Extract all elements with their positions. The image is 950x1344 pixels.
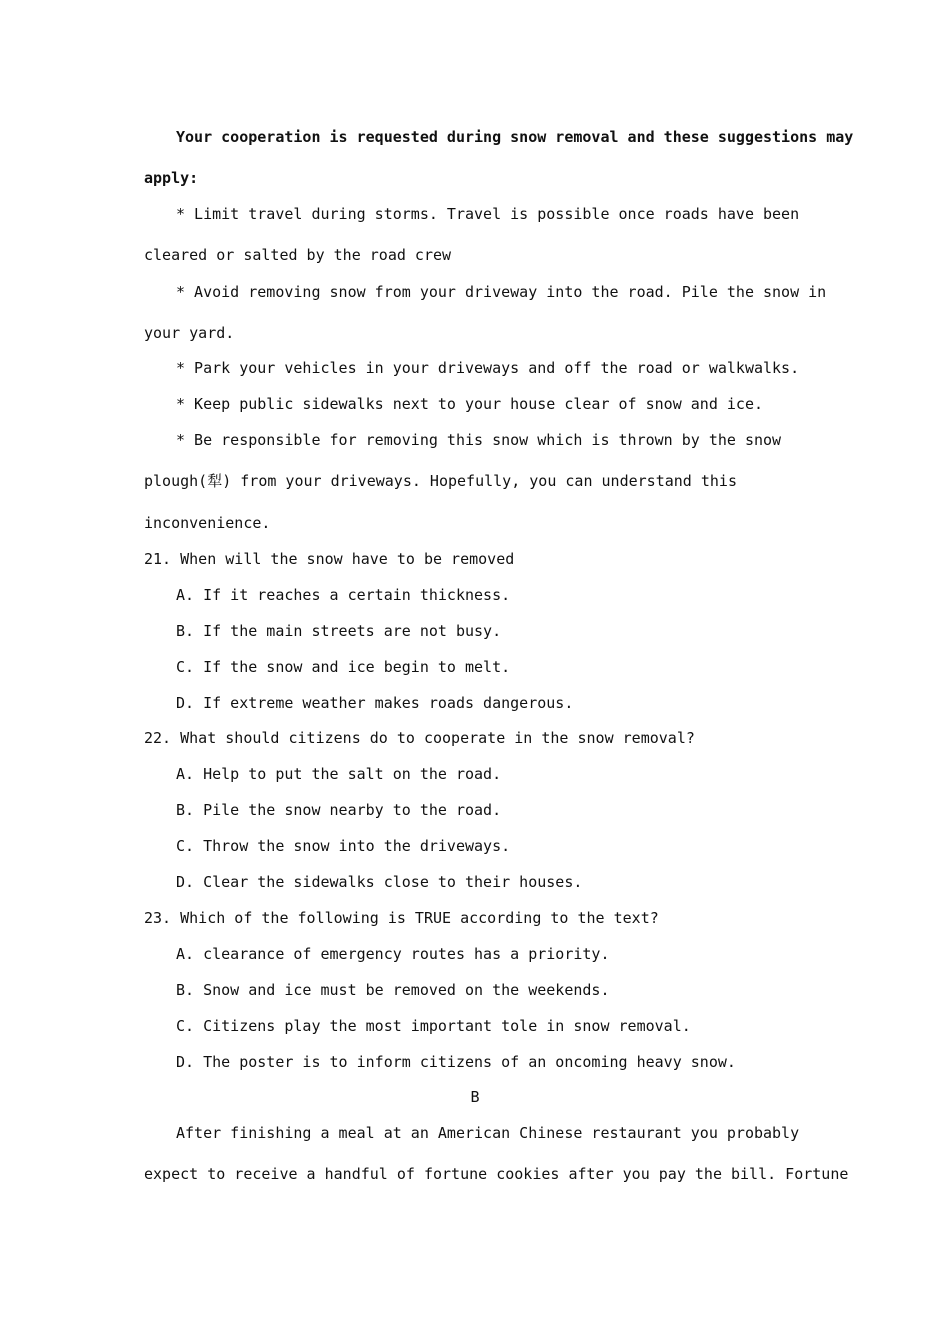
answer-option: D. If extreme weather makes roads dangerous.	[176, 694, 574, 712]
question-stem: 22. What should citizens do to cooperate in the snow removal?	[144, 729, 695, 747]
suggestion-line: * Avoid removing snow from your driveway into the road. Pile the snow in	[176, 283, 827, 301]
suggestion-line: * Park your vehicles in your driveways and off the road or walkwalks.	[176, 359, 800, 377]
suggestion-line: inconvenience.	[144, 514, 271, 532]
suggestion-line: * Be responsible for removing this snow which is thrown by the snow	[176, 431, 782, 449]
suggestion-line: * Keep public sidewalks next to your house clear of snow and ice.	[176, 395, 763, 413]
suggestion-line: your yard.	[144, 324, 235, 342]
intro-line: Your cooperation is requested during snow removal and these suggestions may	[176, 128, 854, 146]
paragraph-line: expect to receive a handful of fortune cookies after you pay the bill. Fortune	[144, 1165, 849, 1183]
answer-option: B. Pile the snow nearby to the road.	[176, 801, 502, 819]
answer-option: D. Clear the sidewalks close to their houses.	[176, 873, 583, 891]
suggestion-line: cleared or salted by the road crew	[144, 246, 452, 264]
question-stem: 23. Which of the following is TRUE according to the text?	[144, 909, 659, 927]
suggestion-line: plough(犁) from your driveways. Hopefully, you can understand this	[144, 472, 737, 490]
answer-option: B. If the main streets are not busy.	[176, 622, 502, 640]
answer-option: C. If the snow and ice begin to melt.	[176, 658, 511, 676]
suggestion-line: * Limit travel during storms. Travel is possible once roads have been	[176, 205, 800, 223]
answer-option: A. If it reaches a certain thickness.	[176, 586, 511, 604]
intro-line: apply:	[144, 169, 199, 187]
answer-option: C. Citizens play the most important tole in snow removal.	[176, 1017, 691, 1035]
answer-option: A. Help to put the salt on the road.	[176, 765, 502, 783]
answer-option: C. Throw the snow into the driveways.	[176, 837, 511, 855]
answer-option: D. The poster is to inform citizens of an oncoming heavy snow.	[176, 1053, 736, 1071]
question-stem: 21. When will the snow have to be removed	[144, 550, 515, 568]
paragraph-line: After finishing a meal at an American Chinese restaurant you probably	[176, 1124, 800, 1142]
answer-option: B. Snow and ice must be removed on the weekends.	[176, 981, 610, 999]
answer-option: A. clearance of emergency routes has a priority.	[176, 945, 610, 963]
section-heading: B	[470, 1088, 480, 1106]
